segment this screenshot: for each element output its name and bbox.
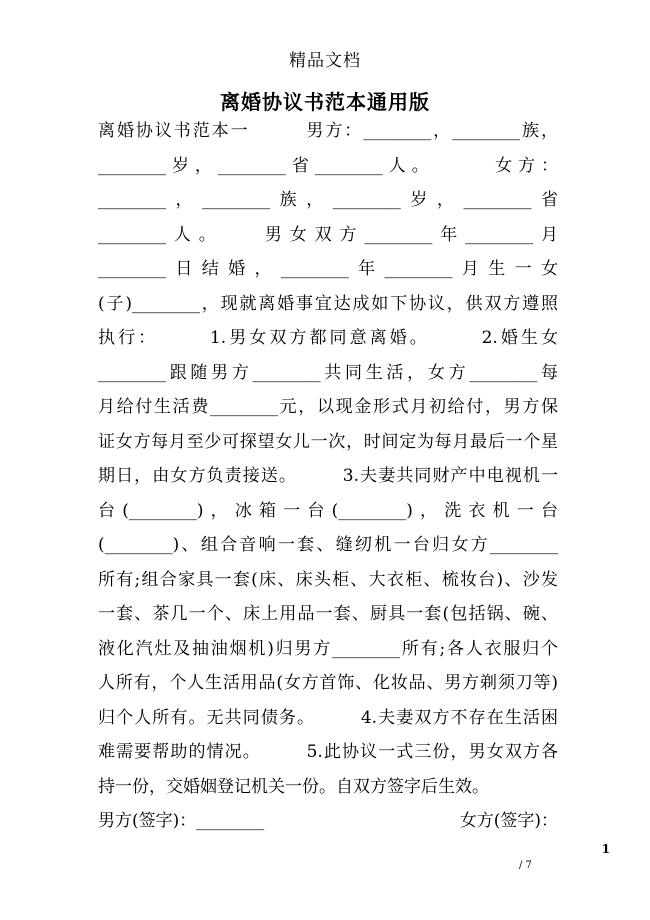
signature-line: [98, 804, 558, 839]
body-line-8: ________跟随男方________共同生活，女方________每: [98, 362, 558, 383]
body-line-12: 台(________)，冰箱一台(________)，洗衣机一台: [98, 500, 558, 521]
body-line-14: 所有;组合家具一套(床、床头柜、大衣柜、梳妆台)、沙发: [98, 569, 558, 590]
signature-female: 女方(签字)：: [459, 811, 558, 831]
body-line-20: 持一份，交婚姻登记机关一份。自双方签字后生效。: [98, 776, 489, 797]
page-number: 1: [601, 842, 610, 856]
body-line-11: 期日，由女方负责接送。 3.夫妻共同财产中电视机一: [98, 466, 558, 486]
body-line-2: ________岁，________省________人。 女方：: [98, 155, 558, 176]
body-line-17: 人所有，个人生活用品(女方首饰、化妆品、男方剃须刀等): [98, 673, 558, 693]
agreement-body: [98, 114, 558, 839]
body-line-13: (________)、组合音响一套、缝纫机一台归女方________: [98, 535, 558, 555]
document-header: 精品文档: [289, 51, 361, 71]
document-title: 离婚协议书范本通用版: [220, 90, 430, 114]
body-line-18: 归个人所有。无共同债务。 4.夫妻双方不存在生活困: [98, 707, 558, 728]
body-line-10: 证女方每月至少可探望女儿一次，时间定为每月最后一个星: [98, 431, 558, 452]
body-line-6: (子)________，现就离婚事宜达成如下协议，供双方遵照: [98, 293, 558, 314]
body-line-4: ________人。 男女双方________年________月: [98, 224, 558, 245]
body-line-7: 执行： 1.男女双方都同意离婚。 2.婚生女: [98, 328, 558, 348]
signature-male: 男方(签字)：________: [98, 811, 265, 831]
body-line-19: 难需要帮助的情况。 5.此协议一式三份，男女双方各: [98, 742, 558, 762]
body-line-15: 一套、茶几一个、床上用品一套、厨具一套(包括锅、碗、: [98, 604, 558, 624]
body-line-1: 离婚协议书范本一 男方：________，________族，: [98, 121, 558, 141]
body-line-16: 液化汽灶及抽油烟机)归男方________所有;各人衣服归个: [98, 638, 558, 659]
body-line-5: ________日结婚，________年________月生一女: [98, 259, 558, 279]
body-line-3: ________，________族，________岁，________省: [98, 190, 558, 210]
body-line-9: 月给付生活费________元，以现金形式月初给付，男方保: [98, 397, 558, 417]
page-total: / 7: [519, 860, 532, 871]
